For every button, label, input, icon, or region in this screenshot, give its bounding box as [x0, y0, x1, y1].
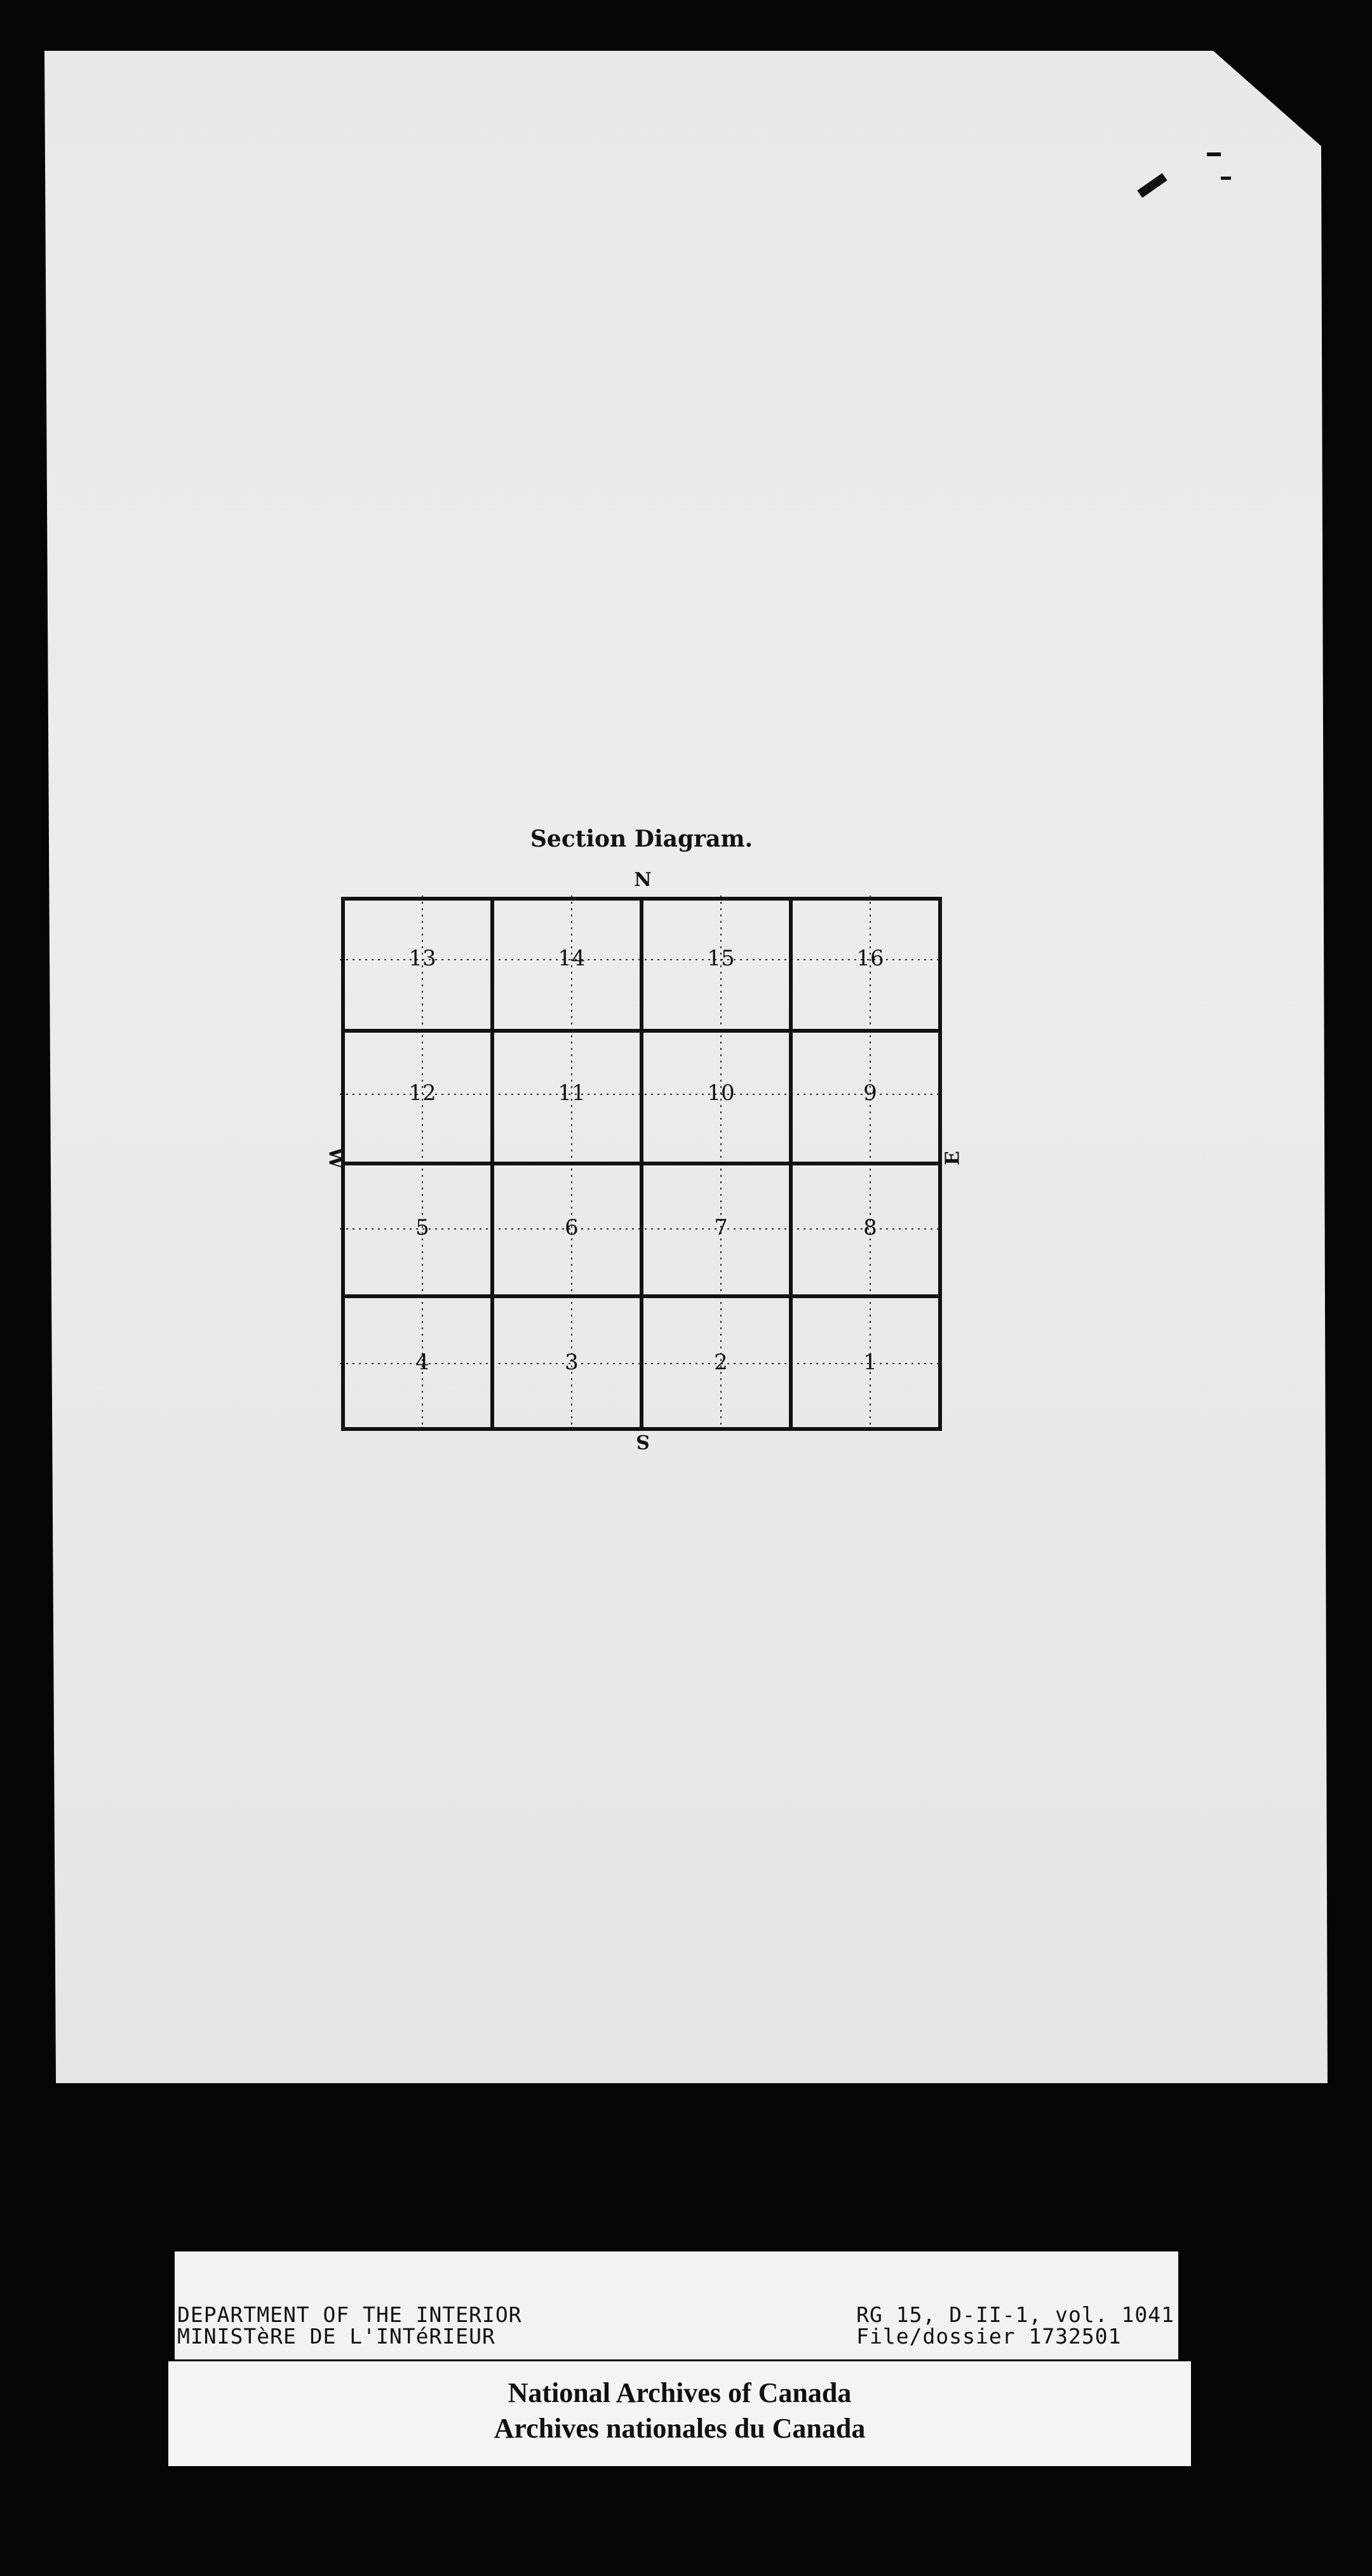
- section-7: 7: [714, 1215, 728, 1240]
- compass-north: N: [634, 869, 652, 891]
- compass-west: W: [324, 1147, 347, 1169]
- section-6: 6: [565, 1215, 579, 1240]
- ink-mark: [1221, 177, 1231, 180]
- section-2: 2: [714, 1350, 728, 1375]
- archive-reference-label: [175, 2251, 1178, 2359]
- reference-number: RG 15, D-II-1, vol. 1041: [856, 2302, 1174, 2327]
- file-number: File/dossier 1732501: [856, 2324, 1122, 2349]
- section-16: 16: [856, 946, 884, 971]
- diagram-title: Section Diagram.: [530, 826, 753, 852]
- institution-en: National Archives of Canada: [508, 2377, 852, 2408]
- section-15: 15: [707, 946, 735, 971]
- section-10: 10: [707, 1080, 735, 1106]
- section-1: 1: [863, 1350, 877, 1375]
- department-en: DEPARTMENT OF THE INTERIOR: [177, 2302, 522, 2327]
- section-4: 4: [415, 1350, 429, 1375]
- section-3: 3: [565, 1350, 579, 1375]
- ink-mark: [1137, 173, 1167, 198]
- institution-fr: Archives nationales du Canada: [494, 2413, 866, 2444]
- section-grid: [337, 892, 946, 1432]
- section-13: 13: [408, 946, 436, 971]
- reference-block: [856, 2304, 1174, 2347]
- section-8: 8: [863, 1215, 877, 1240]
- section-9: 9: [863, 1080, 877, 1106]
- compass-east: E: [941, 1151, 964, 1165]
- section-lines: [343, 899, 940, 1429]
- section-14: 14: [558, 946, 586, 971]
- section-12: 12: [408, 1080, 436, 1106]
- department-block: [177, 2304, 522, 2347]
- compass-south: S: [636, 1430, 650, 1452]
- institution-label: [168, 2361, 1191, 2466]
- ink-mark: [1207, 152, 1221, 156]
- section-5: 5: [415, 1215, 429, 1240]
- section-11: 11: [558, 1080, 586, 1106]
- department-fr: MINISTèRE DE L'INTéRIEUR: [177, 2324, 495, 2349]
